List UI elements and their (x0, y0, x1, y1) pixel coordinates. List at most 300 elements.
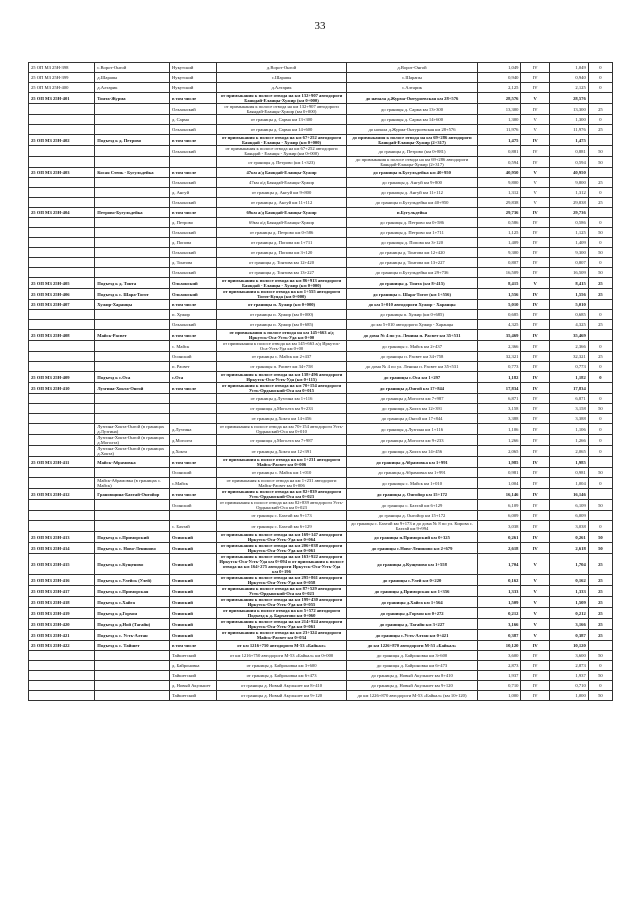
value-cell: 0 (588, 310, 612, 320)
road-name-cell: Лузгина-Хокта-Онгой (в границах д.Моголта) (95, 435, 170, 446)
table-row (29, 457, 613, 468)
table-row (29, 404, 613, 414)
category-cell: IV (521, 157, 549, 168)
length-total-cell: 35,469 (549, 330, 588, 341)
length-total-cell: 1,182 (549, 372, 588, 383)
road-name-cell: Хужир-Харанцы (95, 300, 170, 310)
value-cell: 0 (588, 341, 612, 352)
road-code-cell (29, 104, 95, 115)
district-cell: Тайшетский (169, 671, 216, 681)
table-row (29, 310, 613, 320)
category-cell: IV (521, 352, 549, 362)
road-name-cell: Подъезд к с.Хайга (95, 597, 170, 608)
district-cell: в том числе (169, 168, 216, 178)
segment-end-cell: до границы д. Тонта (км 8+415) (346, 278, 478, 289)
road-code-cell (29, 671, 95, 681)
length-cell: 1,000 (478, 691, 521, 701)
category-cell: IV (521, 258, 549, 268)
district-cell: Нукутский (169, 83, 216, 93)
length-total-cell: 1,004 (549, 478, 588, 489)
length-cell: 32,321 (478, 352, 521, 362)
segment-start-cell: от примыкания к полосе отвода на км 163+922 автодороги Иркутск-Оса-Усть-Уда км 0+094 и от примыкания к полосе отвода на км 164+275 автодороги Иркутск-Оса-Усть-Уда км 0+196 (217, 554, 346, 575)
value-cell: 0 (588, 63, 612, 73)
value-cell: 25 (588, 554, 612, 575)
table-row (29, 278, 613, 289)
road-code-cell (29, 268, 95, 278)
length-cell: 3,388 (478, 414, 521, 424)
segment-end-cell: п.Бугульдейка (346, 208, 478, 218)
value-cell: 0 (588, 83, 612, 93)
length-total-cell: 1,556 (549, 289, 588, 300)
segment-start-cell: от границы д. Сарма км 14+600 (217, 125, 346, 135)
district-cell: Осинский (169, 597, 216, 608)
segment-start-cell: 69км а/д Баяндай-Еланцы-Хужир (217, 208, 346, 218)
value-cell: 50 (588, 146, 612, 157)
segment-end-cell: до границы п.Приморский км 0+325 (346, 532, 478, 543)
length-cell: 8,415 (478, 278, 521, 289)
district-cell: п. Расвет (169, 362, 216, 372)
value-cell: 50 (588, 228, 612, 238)
district-cell: в том числе (169, 300, 216, 310)
road-code-cell: 25 ОП МЗ 25Н-419 (29, 608, 95, 619)
district-cell: с. Бахтай (169, 521, 216, 532)
segment-start-cell: от примыкания к полосе отвода на км 82+839 автодороги Усть-Ордынский-Оса км 0+023 (217, 489, 346, 500)
road-code-cell (29, 310, 95, 320)
road-name-cell (95, 521, 170, 532)
segment-start-cell: 69км а/д Баяндай-Еланцы-Хужир (217, 218, 346, 228)
value-cell: 0 (588, 521, 612, 532)
table-row (29, 320, 613, 330)
district-cell: Осинский (169, 575, 216, 586)
segment-end-cell: до границы д. Тонтова км 13+227 (346, 258, 478, 268)
length-total-cell: 0,162 (549, 575, 588, 586)
length-total-cell: 2,125 (549, 83, 588, 93)
segment-end-cell: до границы д. Новый Акульшет км 9+120 (346, 681, 478, 691)
table-row (29, 258, 613, 268)
road-name-cell (95, 671, 170, 681)
road-code-cell (29, 404, 95, 414)
length-cell: 1,509 (478, 597, 521, 608)
road-code-cell (29, 500, 95, 511)
segment-start-cell: от примыкания к полосе отвода на км 132+907 автодороги Баяндай-Еланцы-Хужир (км 0+000) (217, 93, 346, 104)
road-code-cell (29, 115, 95, 125)
category-cell: IV (521, 238, 549, 248)
district-cell: Ольхонский (169, 228, 216, 238)
table-row (29, 300, 613, 310)
road-name-cell: Подъезд к с. Шара-Тогот (95, 289, 170, 300)
district-cell: Осинский (169, 500, 216, 511)
category-cell: V (521, 619, 549, 630)
value-cell: 25 (588, 104, 612, 115)
value-cell (588, 641, 612, 651)
segment-start-cell: от границы п. Хужир (км 0+000) (217, 310, 346, 320)
road-code-cell: 25 ОП МЗ 25Н-414 (29, 543, 95, 554)
category-cell: IV (521, 543, 549, 554)
road-name-cell: Лузгина-Хокта-Онгой (95, 383, 170, 394)
category-cell: IV (521, 228, 549, 238)
length-cell: 1,004 (478, 478, 521, 489)
length-cell: 29,838 (478, 198, 521, 208)
road-code-cell (29, 521, 95, 532)
length-total-cell: 16,509 (549, 268, 588, 278)
table-row (29, 63, 613, 73)
value-cell: 25 (588, 125, 612, 135)
road-name-cell (95, 125, 170, 135)
length-cell: 0,261 (478, 532, 521, 543)
value-cell: 50 (588, 671, 612, 681)
road-code-cell (29, 178, 95, 188)
segment-end-cell: до границы д. Попова км 3+120 (346, 238, 478, 248)
table-row (29, 446, 613, 457)
segment-start-cell: от примыкания к полосе отвода на км 145+663 а/д Иркутск-Оса-Усть-Уда км 0+00 (217, 330, 346, 341)
road-name-cell: с.Ворот-Онгой (95, 63, 170, 73)
value-cell: 0 (588, 188, 612, 198)
segment-end-cell: до границы с. Майск км 2+437 (346, 341, 478, 352)
length-cell: 29,736 (478, 208, 521, 218)
district-cell: в том числе (169, 330, 216, 341)
table-row (29, 630, 613, 641)
length-cell: 0,710 (478, 681, 521, 691)
category-cell: V (521, 630, 549, 641)
table-row (29, 394, 613, 404)
length-total-cell: 16,146 (549, 489, 588, 500)
segment-start-cell: от границы д. Петрово (км 1+323) (217, 157, 346, 168)
segment-end-cell: до км 5+010 автодороги Хужир - Харанцы (346, 320, 478, 330)
road-name-cell: Подъезд к с.Кущеново (95, 554, 170, 575)
table-row (29, 435, 613, 446)
table-row (29, 198, 613, 208)
category-cell: V (521, 586, 549, 597)
length-total-cell: 1,049 (549, 63, 588, 73)
length-cell: 6,109 (478, 500, 521, 511)
category-cell: IV (521, 248, 549, 258)
segment-start-cell: от примыкания к полосе отвода на км 23+324 автодороги Майск-Расвет км 0+034 (217, 630, 346, 641)
segment-start-cell: от границы д.Лузгина км 1+116 (217, 394, 346, 404)
district-cell (169, 511, 216, 521)
value-cell: 50 (588, 157, 612, 168)
length-total-cell: 1,266 (549, 435, 588, 446)
segment-end-cell: до границы д.Кущеново км 1+558 (346, 554, 478, 575)
category-cell: V (521, 93, 549, 104)
category-cell: IV (521, 457, 549, 468)
district-cell: Ольхонский (169, 125, 216, 135)
segment-end-cell: до границы д. Байроновка км 6+473 (346, 661, 478, 671)
district-cell (169, 414, 216, 424)
district-cell: Осинский (169, 586, 216, 597)
table-row (29, 168, 613, 178)
category-cell: IV (521, 341, 549, 352)
table-row (29, 478, 613, 489)
length-cell: 1,106 (478, 424, 521, 435)
category-cell: IV (521, 414, 549, 424)
road-code-cell (29, 125, 95, 135)
segment-start-cell: от границы с. Майск км 2+437 (217, 352, 346, 362)
table-row (29, 330, 613, 341)
table-row (29, 651, 613, 661)
length-total-cell: 29,838 (549, 198, 588, 208)
segment-start-cell: от границы п. Хужир (км 0+685) (217, 320, 346, 330)
segment-end-cell: до границы с. Шара-Тогот (км 1+556) (346, 289, 478, 300)
district-cell: д. Тонтова (169, 258, 216, 268)
value-cell: 25 (588, 586, 612, 597)
table-row (29, 341, 613, 352)
segment-start-cell: от границы д.Хокта км 14+456 (217, 414, 346, 424)
road-name-cell: Майск-Расвет (95, 330, 170, 341)
category-cell: IV (521, 394, 549, 404)
road-name-cell (95, 681, 170, 691)
segment-end-cell: до границы п.Бугульдейка км 40+950 (346, 198, 478, 208)
segment-start-cell: от примыкания к полосе отвода на км 1+555 автодороги Тогот-Куяда (км 0+000) (217, 289, 346, 300)
district-cell: Нукутский (169, 73, 216, 83)
road-code-cell (29, 661, 95, 671)
road-name-cell (95, 404, 170, 414)
length-total-cell: 0,710 (549, 681, 588, 691)
table-row (29, 661, 613, 671)
value-cell: 25 (588, 352, 612, 362)
value-cell: 25 (588, 630, 612, 641)
segment-end-cell: до границы с. Бахтай км 9+173 и до дома № 8 по ул. Кирова с. Бахтай км 9+994 (346, 521, 478, 532)
length-total-cell: 11,976 (549, 125, 588, 135)
segment-start-cell: от примыкания к полосе отвода на км 169+147 автодороги Иркутск-Оса-Усть-Уда км 0+064 (217, 532, 346, 543)
road-code-cell: 25 ОП МЗ 25Н-403 (29, 168, 95, 178)
road-code-cell (29, 341, 95, 352)
segment-start-cell: д.Алтарик (217, 83, 346, 93)
length-cell: 0,594 (478, 157, 521, 168)
road-code-cell: 25 ОП МЗ 25Н-415 (29, 554, 95, 575)
road-name-cell: Подъезд к с. Ново-Лениново (95, 543, 170, 554)
segment-end-cell: до границы д.Хайга км 1+564 (346, 597, 478, 608)
road-code-cell: 25 ОП МЗ 25Н-398 (29, 63, 95, 73)
value-cell: 50 (588, 500, 612, 511)
road-code-cell (29, 478, 95, 489)
category-cell: V (521, 198, 549, 208)
category-cell: IV (521, 268, 549, 278)
segment-start-cell: от границы д. Попова км 3+120 (217, 248, 346, 258)
category-cell: IV (521, 372, 549, 383)
value-cell (588, 511, 612, 521)
length-cell: 6,871 (478, 394, 521, 404)
length-total-cell: 10,120 (549, 641, 588, 651)
segment-end-cell: до начала д.Журма-Онтуроевская км 28+576 (346, 93, 478, 104)
category-cell: IV (521, 661, 549, 671)
road-code-cell (29, 435, 95, 446)
road-name-cell: д.Шарапы (95, 73, 170, 83)
table-row (29, 641, 613, 651)
value-cell: 0 (588, 661, 612, 671)
district-cell: в том числе (169, 135, 216, 146)
segment-start-cell: от границы д. Сарма км 13+300 (217, 115, 346, 125)
page-number: 33 (314, 20, 326, 32)
road-name-cell (95, 188, 170, 198)
segment-start-cell: от примыкания к полосе отвода на км 70+154 автодороги Усть-Ордынский-Оса км 0+015 (217, 383, 346, 394)
length-total-cell: 17,834 (549, 383, 588, 394)
value-cell: 0 (588, 238, 612, 248)
value-cell: 25 (588, 597, 612, 608)
segment-start-cell: от границы д. Новый Акульшет км 8+410 (217, 681, 346, 691)
road-code-cell: 25 ОП МЗ 25Н-411 (29, 457, 95, 468)
table-row (29, 188, 613, 198)
category-cell: IV (521, 489, 549, 500)
road-name-cell (95, 248, 170, 258)
segment-end-cell: до границы с.Ново-Лениново км 2+679 (346, 543, 478, 554)
table-row (29, 125, 613, 135)
length-cell: 3,038 (478, 521, 521, 532)
segment-end-cell: до границы д. Сарма км 14+600 (346, 115, 478, 125)
length-cell: 16,509 (478, 268, 521, 278)
category-cell: IV (521, 73, 549, 83)
segment-start-cell: от границы д.Хокта км 12+391 (217, 446, 346, 457)
value-cell (588, 489, 612, 500)
district-cell: Осинский (169, 532, 216, 543)
length-total-cell: 1,704 (549, 554, 588, 575)
length-total-cell: 9,800 (549, 178, 588, 188)
district-cell: д.Лузгина (169, 424, 216, 435)
road-name-cell (95, 268, 170, 278)
segment-start-cell: от границы д.Моголта км 9+233 (217, 404, 346, 414)
category-cell: IV (521, 383, 549, 394)
road-name-cell: д.Алтарик (95, 83, 170, 93)
segment-end-cell: до км 5+010 автодороги Хужир - Харанцы (346, 300, 478, 310)
segment-start-cell: от границы д. Тонтова км 13+227 (217, 268, 346, 278)
segment-end-cell: до км 1226+870 автодороги М-53 «Байкал» (км 10+120) (346, 691, 478, 701)
length-cell: 1,266 (478, 435, 521, 446)
category-cell: IV (521, 424, 549, 435)
table-row (29, 115, 613, 125)
road-name-cell (95, 238, 170, 248)
road-name-cell: Подъезд к с.Оса (95, 372, 170, 383)
road-code-cell (29, 468, 95, 478)
district-cell: д.Хокта (169, 446, 216, 457)
road-code-cell: 25 ОП МЗ 25Н-407 (29, 300, 95, 310)
segment-end-cell: до границы п.Бугульдейка км 40+950 (346, 168, 478, 178)
district-cell: Осинский (169, 468, 216, 478)
segment-end-cell: до границы д.Онгой км 17+844 (346, 383, 478, 394)
district-cell: д. Ангуй (169, 188, 216, 198)
length-cell: 1,985 (478, 457, 521, 468)
value-cell: 25 (588, 198, 612, 208)
value-cell: 50 (588, 404, 612, 414)
segment-start-cell: от примыкания к полосе отвода на км 199+430 автодороги Иркутск-Оса-Усть-Уда км 0+055 (217, 597, 346, 608)
length-total-cell: 28,576 (549, 93, 588, 104)
segment-start-cell: от границы п. Расвет км 34+758 (217, 362, 346, 372)
road-code-cell (29, 394, 95, 404)
length-cell: 5,010 (478, 300, 521, 310)
road-name-cell: Подъезд к д.Ной (Тагайн) (95, 619, 170, 630)
table-row (29, 575, 613, 586)
length-cell: 0,586 (478, 218, 521, 228)
length-total-cell: 9,300 (549, 248, 588, 258)
length-cell: 16,146 (478, 489, 521, 500)
road-name-cell: Подъезд к с. Усть-Алтан (95, 630, 170, 641)
value-cell (588, 300, 612, 310)
road-code-cell (29, 414, 95, 424)
segment-start-cell: от км 1216+750 автодороги М-53 «Байкал» км 0+000 (217, 651, 346, 661)
table-row (29, 414, 613, 424)
length-cell: 0,212 (478, 608, 521, 619)
district-cell: Ольхонский (169, 104, 216, 115)
segment-end-cell: до границы д.Абрамовка км 1+991 (346, 457, 478, 468)
table-row (29, 681, 613, 691)
value-cell (588, 208, 612, 218)
road-name-cell (95, 320, 170, 330)
segment-end-cell: до границы д.Лузгина км 1+116 (346, 424, 478, 435)
segment-start-cell: 47км а/д Баяндай-Еланцы-Хужир (217, 168, 346, 178)
category-cell: IV (521, 500, 549, 511)
road-code-cell: 25 ОП МЗ 25Н-399 (29, 73, 95, 83)
table-row (29, 362, 613, 372)
length-cell: 9,800 (478, 178, 521, 188)
value-cell: 50 (588, 651, 612, 661)
value-cell (588, 383, 612, 394)
length-total-cell: 1,300 (549, 115, 588, 125)
value-cell (588, 168, 612, 178)
road-code-cell (29, 320, 95, 330)
district-cell: Ольхонский (169, 248, 216, 258)
length-cell: 35,469 (478, 330, 521, 341)
road-name-cell: Косая Степь - Бугульдейка (95, 168, 170, 178)
district-cell: д.Моголта (169, 435, 216, 446)
segment-start-cell: от границы д. Ангуй км 9+800 (217, 188, 346, 198)
road-code-cell (29, 238, 95, 248)
segment-end-cell: до дома № 4 по ул. Ленина п. Расвет км 35+531 (346, 330, 478, 341)
road-code-cell (29, 228, 95, 238)
length-total-cell: 8,415 (549, 278, 588, 289)
district-cell: Ольхонский (169, 198, 216, 208)
road-name-cell: Подъезд к с.Улейск (Улей) (95, 575, 170, 586)
segment-end-cell: до границы д. Онгойор км 15+172 (346, 511, 478, 521)
segment-end-cell: до границы д.Хокта км 14+456 (346, 446, 478, 457)
length-total-cell: 13,300 (549, 104, 588, 115)
length-total-cell: 2,366 (549, 341, 588, 352)
district-cell (169, 394, 216, 404)
segment-end-cell: до границы д. Ангуй км 11+112 (346, 188, 478, 198)
district-cell: в том числе (169, 383, 216, 394)
table-row (29, 372, 613, 383)
segment-start-cell: от границы д. Петрово км 0+586 (217, 228, 346, 238)
segment-end-cell: до границы д.Приморская км 1+356 (346, 586, 478, 597)
segment-end-cell: до границы д.Моголта км 9+233 (346, 435, 478, 446)
road-code-cell (29, 362, 95, 372)
length-total-cell: 2,065 (549, 446, 588, 457)
value-cell: 0 (588, 681, 612, 691)
length-total-cell: 0,586 (549, 218, 588, 228)
table-row (29, 619, 613, 630)
segment-end-cell: до границы д.Абрамовка км 1+991 (346, 468, 478, 478)
segment-end-cell: до границы д.Хокта км 12+391 (346, 404, 478, 414)
table-row (29, 554, 613, 575)
segment-start-cell: от примыкания к полосе отвода на км 138+496 автодороги Иркутск-Оса-Усть-Уда (км 0+115) (217, 372, 346, 383)
category-cell: IV (521, 104, 549, 115)
length-total-cell: 32,321 (549, 352, 588, 362)
road-name-cell: Подъезд к д. Петрово (95, 135, 170, 146)
road-code-cell: 25 ОП МЗ 25Н-410 (29, 383, 95, 394)
category-cell: IV (521, 362, 549, 372)
district-cell: д. Попова (169, 238, 216, 248)
segment-end-cell: до границы д. Тонтова км 12+420 (346, 248, 478, 258)
district-cell: Осинский (169, 352, 216, 362)
length-cell: 2,366 (478, 341, 521, 352)
road-name-cell (95, 394, 170, 404)
category-cell: IV (521, 146, 549, 157)
length-cell: 0,685 (478, 310, 521, 320)
district-cell: в том числе (169, 208, 216, 218)
category-cell: IV (521, 135, 549, 146)
road-code-cell: 25 ОП МЗ 25Н-401 (29, 93, 95, 104)
district-cell: с. Майск (169, 341, 216, 352)
table-row (29, 608, 613, 619)
value-cell: 25 (588, 608, 612, 619)
length-total-cell: 0,387 (549, 630, 588, 641)
